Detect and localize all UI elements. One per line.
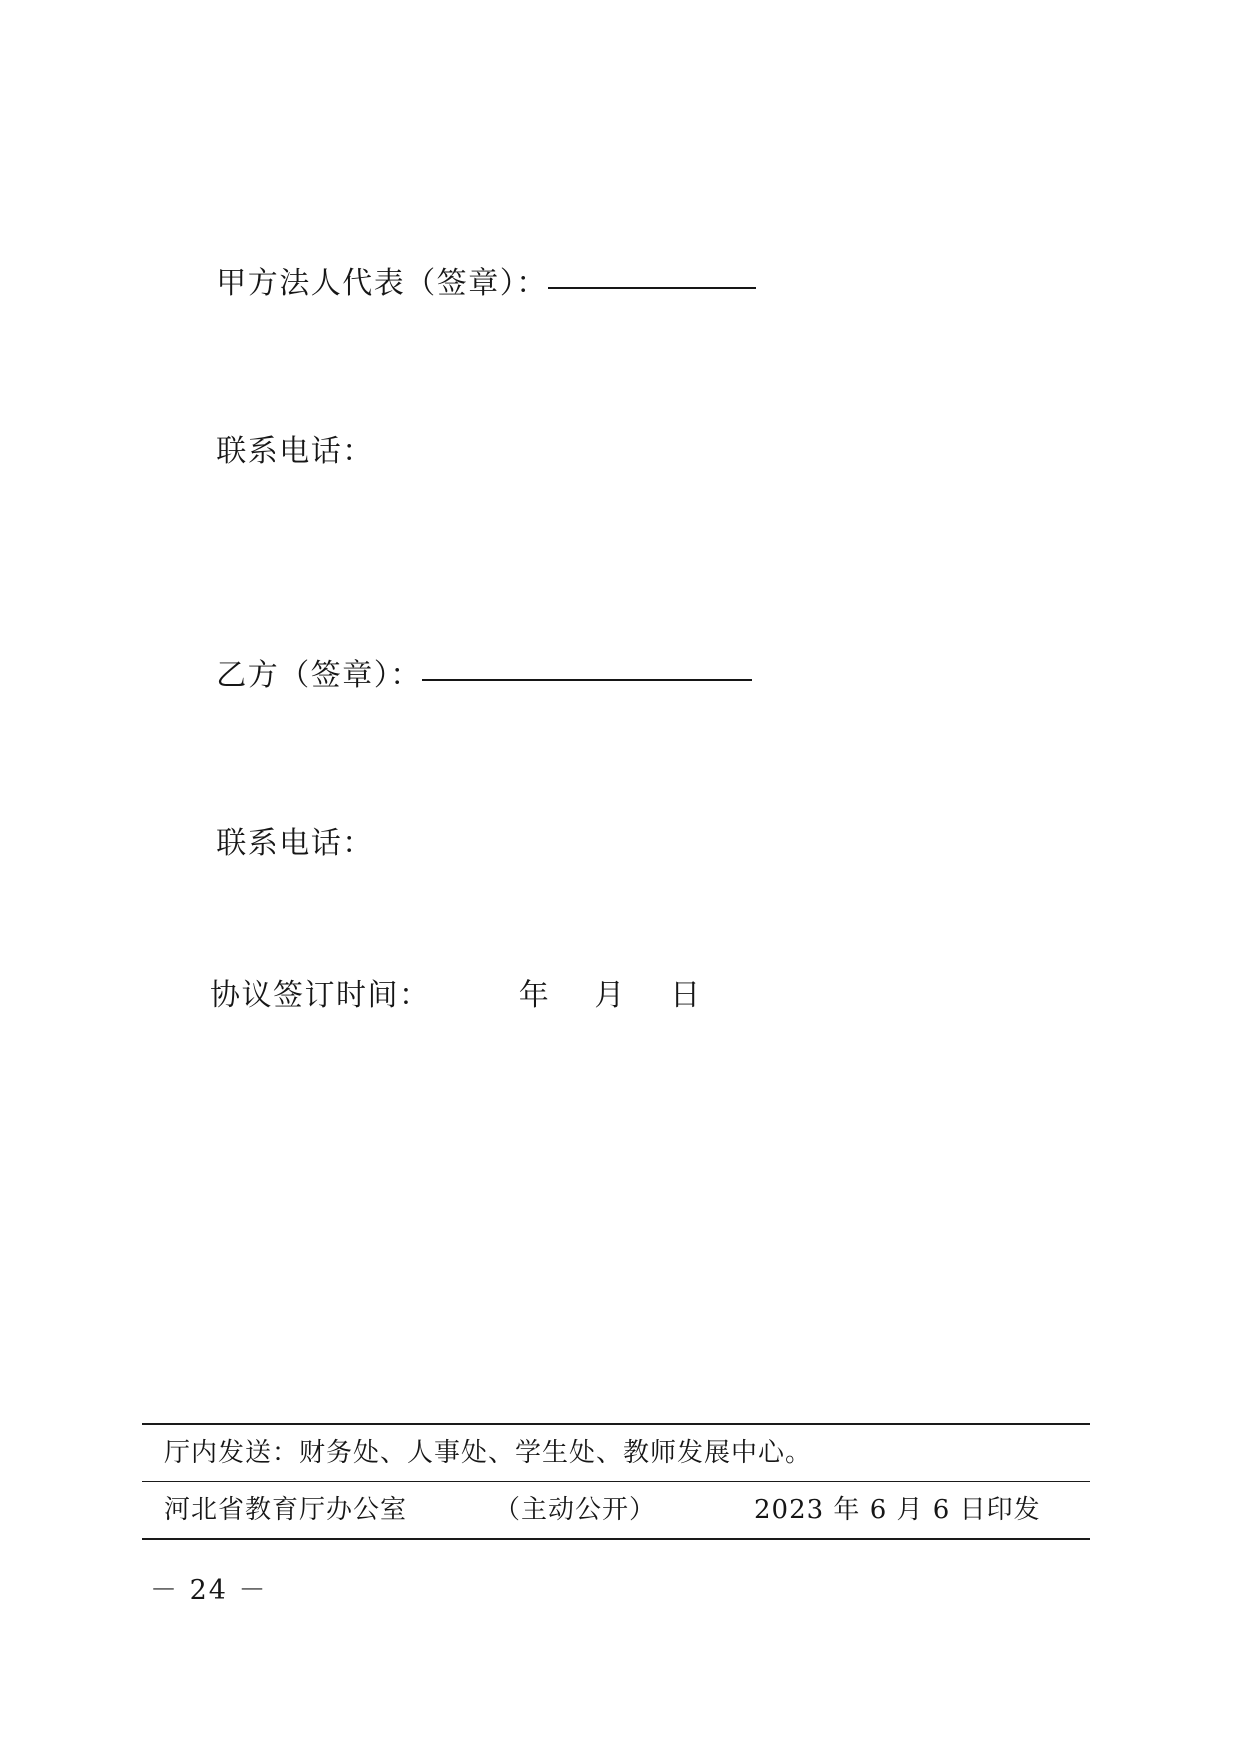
party-a-representative-line — [150, 200, 1110, 368]
party-a-phone-label: 联系电话： — [216, 434, 374, 469]
footer-disclosure-mode: （主动公开） — [494, 1495, 657, 1525]
footer-bottom-divider — [142, 1538, 1090, 1540]
footer-print-date: 2023 年 6 月 6 日印发 — [754, 1495, 1041, 1525]
party-b-label: 乙方（签章）： — [216, 658, 422, 693]
party-b-phone-line — [150, 760, 1110, 928]
footer-issue-row — [142, 1482, 1090, 1538]
page-number: － 24 － — [150, 1575, 268, 1606]
footer-issuing-office: 河北省教育厅办公室 — [164, 1495, 408, 1525]
party-b-line — [150, 592, 1110, 760]
agreement-sign-date-line: 协议签订时间： 年 月 日 — [210, 978, 702, 1013]
date-gap — [150, 928, 1110, 968]
party-a-representative-label: 甲方法人代表（签章）： — [216, 266, 548, 301]
party-a-phone-line — [150, 368, 1110, 536]
signature-gap — [150, 536, 1110, 592]
party-b-phone-label: 联系电话： — [216, 826, 374, 861]
signature-section — [150, 200, 1110, 1024]
document-footer — [142, 1423, 1090, 1540]
party-b-signature-rule — [422, 679, 752, 681]
party-a-representative-signature-rule — [548, 287, 756, 289]
footer-distribution-row: 厅内发送：财务处、人事处、学生处、教师发展中心。 — [164, 1438, 813, 1468]
